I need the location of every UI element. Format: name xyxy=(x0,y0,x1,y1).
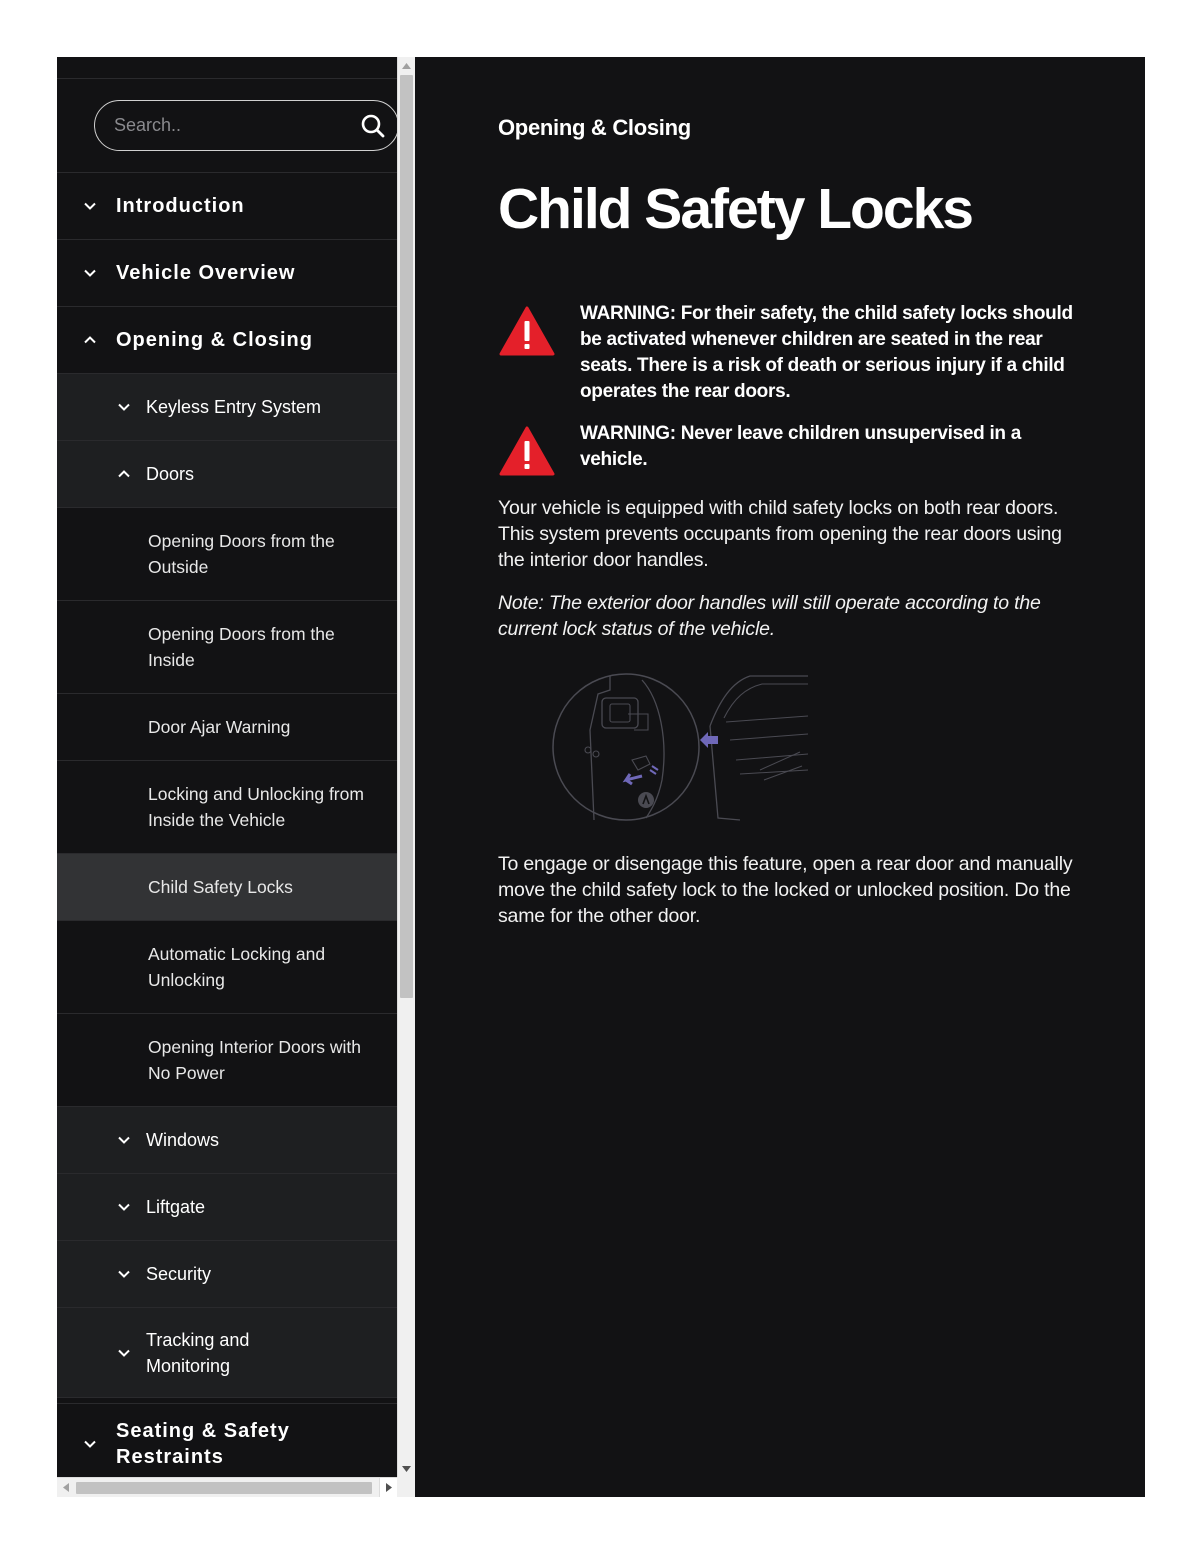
chevron-down-icon xyxy=(83,199,97,213)
search-area xyxy=(57,79,397,173)
warning-block xyxy=(498,301,1078,405)
sidebar-item-opening-closing[interactable] xyxy=(57,307,397,374)
chevron-down-icon xyxy=(117,1200,131,1214)
sidebar-item-locking-unlocking-inside[interactable] xyxy=(57,761,397,854)
sidebar-item-label: Doors xyxy=(146,464,195,484)
scroll-right-arrow-icon[interactable] xyxy=(379,1478,397,1497)
sidebar-item-label: Opening Doors from the Inside xyxy=(148,624,335,670)
sidebar-item-label: Automatic Locking and Unlocking xyxy=(148,944,326,990)
warning-triangle-icon xyxy=(498,305,556,357)
chevron-down-icon xyxy=(83,1437,97,1451)
scroll-up-arrow-icon[interactable] xyxy=(398,57,415,74)
sidebar-item-seating-safety[interactable] xyxy=(57,1404,397,1477)
sidebar-item-opening-doors-inside[interactable] xyxy=(57,601,397,694)
sidebar-item-automatic-locking[interactable] xyxy=(57,921,397,1014)
sidebar-item-interior-doors-no-power[interactable] xyxy=(57,1014,397,1107)
chevron-down-icon xyxy=(117,1346,131,1360)
scroll-down-arrow-icon[interactable] xyxy=(398,1460,415,1477)
chevron-down-icon xyxy=(83,266,97,280)
sidebar-item-door-ajar-warning[interactable] xyxy=(57,694,397,761)
sidebar-item-security[interactable] xyxy=(57,1241,397,1308)
note-label: Note: xyxy=(498,592,544,614)
sidebar-horizontal-scrollbar[interactable] xyxy=(57,1477,397,1497)
sidebar-item-label: Tracking and Monitoring xyxy=(146,1329,250,1376)
sidebar-top-divider xyxy=(57,57,397,79)
sidebar-item-vehicle-overview[interactable] xyxy=(57,240,397,307)
sidebar-item-label: Vehicle Overview xyxy=(116,262,296,284)
sidebar-item-label: Seating & Safety Restraints xyxy=(116,1419,290,1468)
sidebar-item-label: Windows xyxy=(146,1130,220,1150)
sidebar-item-label: Child Safety Locks xyxy=(148,877,293,897)
warning-block xyxy=(498,421,1078,477)
sidebar-item-windows[interactable] xyxy=(57,1107,397,1174)
sidebar-item-label: Opening & Closing xyxy=(116,329,313,351)
warning-triangle-icon xyxy=(498,425,556,477)
search-box[interactable] xyxy=(94,100,397,151)
scroll-left-arrow-icon[interactable] xyxy=(57,1478,75,1497)
note-paragraph xyxy=(498,590,1078,642)
sidebar-item-label: Opening Doors from the Outside xyxy=(148,531,335,577)
sidebar-vertical-scrollbar[interactable] xyxy=(397,57,415,1477)
sidebar-item-label: Keyless Entry System xyxy=(146,397,322,417)
sidebar-item-label: Opening Interior Doors with No Power xyxy=(148,1037,362,1083)
sidebar-item-doors[interactable] xyxy=(57,441,397,508)
warning-text: WARNING: For their safety, the child safety locks should be activated whenever children are seated in the rear seats. There is a risk of death or serious injury if a child operates the rear doors. xyxy=(580,303,1073,402)
sidebar-item-keyless-entry[interactable] xyxy=(57,374,397,441)
chevron-down-icon xyxy=(117,1133,131,1147)
sidebar-item-label: Liftgate xyxy=(146,1197,206,1217)
page-title: Child Safety Locks xyxy=(498,177,972,241)
scrollbar-corner xyxy=(397,1477,415,1497)
warning-text: WARNING: Never leave children unsupervised in a vehicle. xyxy=(580,423,1021,470)
body-paragraph: Your vehicle is equipped with child safety locks on both rear doors. This system prevents occupants from opening the rear doors using the interior door handles. xyxy=(498,497,1062,571)
sidebar-item-label: Introduction xyxy=(116,195,245,217)
search-input[interactable] xyxy=(114,115,344,136)
sidebar-item-tracking-monitoring[interactable] xyxy=(57,1308,397,1398)
sidebar-item-label: Locking and Unlocking from Inside the Vehicle xyxy=(148,784,364,830)
sidebar-item-opening-doors-outside[interactable] xyxy=(57,508,397,601)
sidebar-nav xyxy=(57,57,397,1477)
chevron-up-icon xyxy=(117,467,131,481)
sidebar-item-introduction[interactable] xyxy=(57,173,397,240)
breadcrumb[interactable]: Opening & Closing xyxy=(498,115,691,140)
chevron-up-icon xyxy=(83,333,97,347)
vertical-scroll-thumb[interactable] xyxy=(400,75,413,998)
sidebar-item-label: Door Ajar Warning xyxy=(148,717,291,737)
child-lock-illustration xyxy=(550,670,808,824)
sidebar-item-label: Security xyxy=(146,1264,212,1284)
chevron-down-icon xyxy=(117,1267,131,1281)
note-text: The exterior door handles will still operate according to the current lock status of the vehicle. xyxy=(498,592,1041,640)
search-icon[interactable] xyxy=(360,113,386,139)
content-panel xyxy=(415,57,1145,1497)
body-paragraph: To engage or disengage this feature, open a rear door and manually move the child safety lock to the locked or unlocked position. Do the same for the other door. xyxy=(498,853,1073,927)
sidebar-item-liftgate[interactable] xyxy=(57,1174,397,1241)
horizontal-scroll-thumb[interactable] xyxy=(76,1482,372,1494)
chevron-down-icon xyxy=(117,400,131,414)
sidebar-item-child-safety-locks[interactable] xyxy=(57,854,397,921)
